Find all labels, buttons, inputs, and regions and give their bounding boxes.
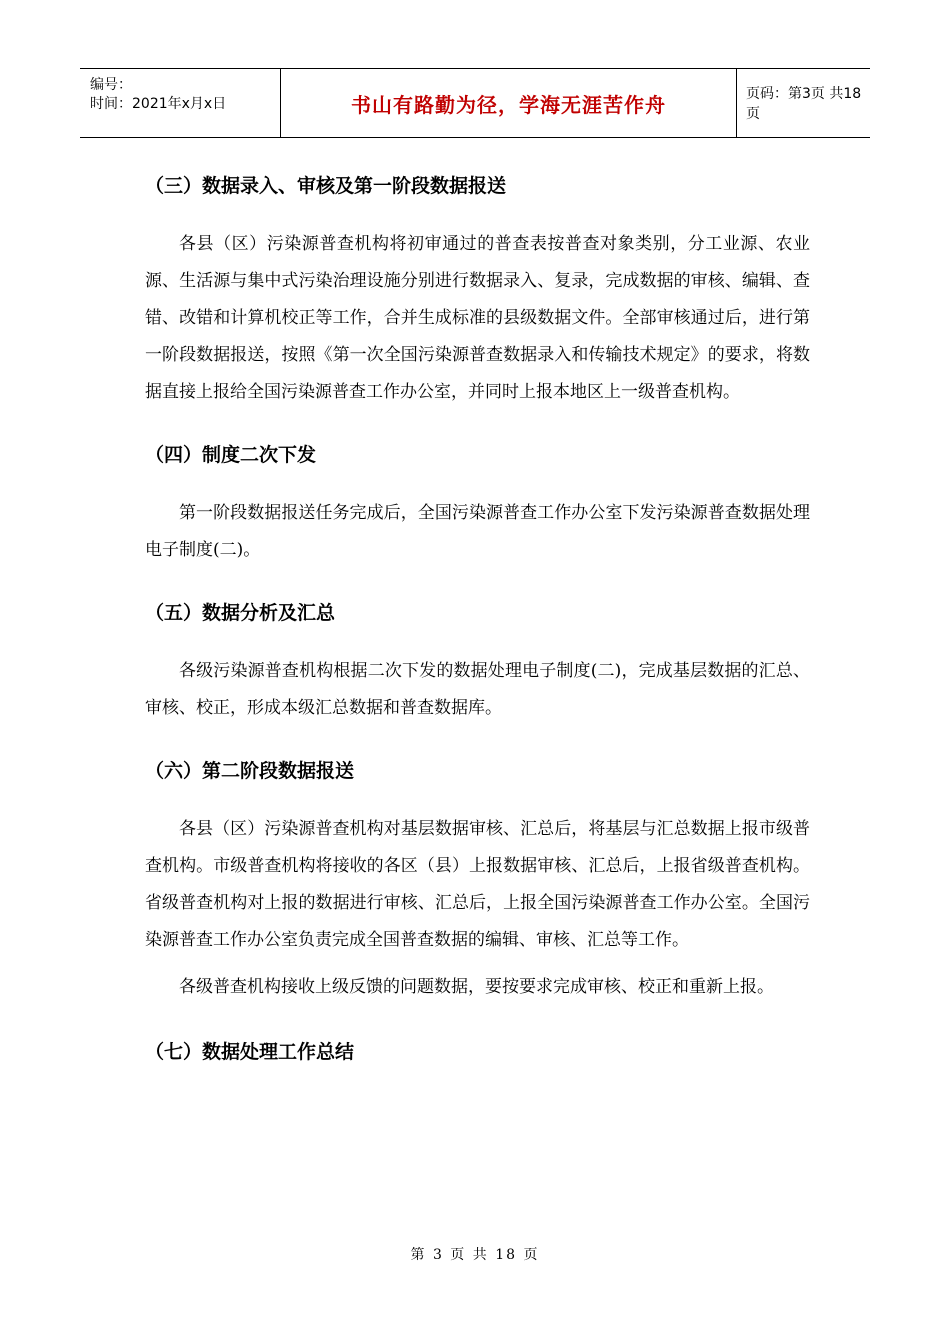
section-title-6: （六）第二阶段数据报送 bbox=[145, 760, 355, 782]
page-footer: 第 3 页 共 18 页 bbox=[410, 1247, 540, 1263]
section-6-paragraph-2: 各级普查机构接收上级反馈的问题数据，要按要求完成审核、校正和重新上报。 bbox=[179, 977, 774, 997]
section-5-paragraph: 各级污染源普查机构根据二次下发的数据处理电子制度(二)，完成基层数据的汇总、审核、校正，形成本级汇总数据和普查数据库。 bbox=[145, 661, 810, 718]
section-6-paragraph-1: 各县（区）污染源普查机构对基层数据审核、汇总后，将基层与汇总数据上报市级普查机构。市级普查机构将接收的各区（县）上报数据审核、汇总后，上报省级普查机构。省级普查机构对上报的数据进行审核、汇总后，上报全国污染源普查工作办公室。全国污染源普查工作办公室负责完成全国普查数据的编辑、审核、汇总等工作。 bbox=[145, 819, 810, 950]
page-header bbox=[80, 68, 870, 138]
document-date-label: 时间：2021年x月x日 bbox=[90, 96, 227, 112]
section-title-5: （五）数据分析及汇总 bbox=[145, 602, 336, 624]
section-title-4: （四）制度二次下发 bbox=[145, 444, 317, 466]
header-meta-cell bbox=[80, 69, 280, 137]
document-body bbox=[145, 168, 810, 1070]
document-number-label: 编号： bbox=[90, 77, 132, 93]
header-page-info: 页码：第3页 共18页 bbox=[746, 86, 862, 122]
section-title-3: （三）数据录入、审核及第一阶段数据报送 bbox=[145, 175, 507, 197]
header-motto: 书山有路勤为径，学海无涯苦作舟 bbox=[351, 92, 666, 117]
header-motto-cell bbox=[280, 69, 737, 137]
section-title-7: （七）数据处理工作总结 bbox=[145, 1041, 355, 1063]
header-page-cell bbox=[736, 69, 870, 137]
section-4-paragraph: 第一阶段数据报送任务完成后，全国污染源普查工作办公室下发污染源普查数据处理电子制度(二)。 bbox=[145, 503, 810, 560]
section-3-paragraph: 各县（区）污染源普查机构将初审通过的普查表按普查对象类别，分工业源、农业源、生活源与集中式污染治理设施分别进行数据录入、复录，完成数据的审核、编辑、查错、改错和计算机校正等工作，合并生成标准的县级数据文件。全部审核通过后，进行第一阶段数据报送，按照《第一次全国污染源普查数据录入和传输技术规定》的要求，将数据直接上报给全国污染源普查工作办公室，并同时上报本地区上一级普查机构。 bbox=[145, 234, 810, 402]
